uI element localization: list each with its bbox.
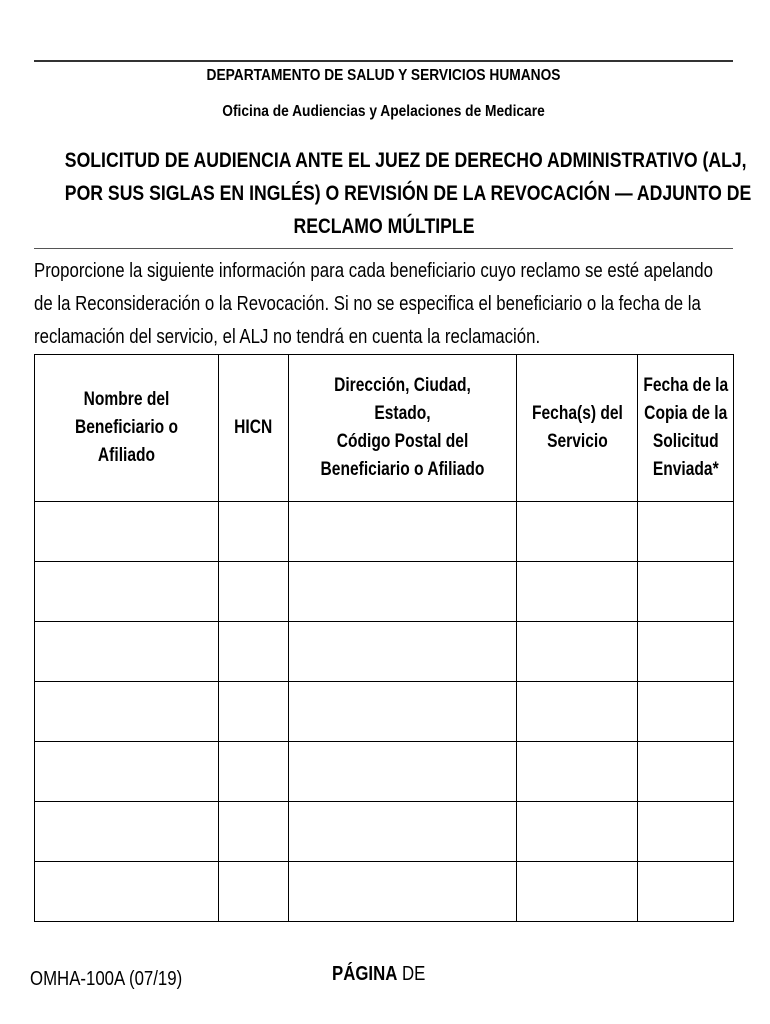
instructions-line: de la Reconsideración o la Revocación. Si no se especifica el beneficiario o la fecha de la [34,293,701,315]
beneficiary-name-cell[interactable] [35,742,219,802]
address-cell[interactable] [289,862,517,922]
table-row [35,682,734,742]
copy-sent-date-cell[interactable] [638,682,734,742]
service-dates-cell[interactable] [517,802,638,862]
beneficiary-name-cell[interactable] [35,562,219,622]
instructions-line: Proporcione la siguiente información para cada beneficiario cuyo reclamo se esté apelando [34,260,713,282]
service-dates-cell[interactable] [517,622,638,682]
instructions-paragraph [34,255,731,354]
form-title-line: RECLAMO MÚLTIPLE [293,215,475,238]
beneficiary-name-cell[interactable] [35,682,219,742]
instructions-line: reclamación del servicio, el ALJ no tendrá en cuenta la reclamación. [34,326,541,348]
page-number-label [332,963,425,986]
form-title-line: POR SUS SIGLAS EN INGLÉS) O REVISIÓN DE LA REVOCACIÓN — ADJUNTO DE [64,182,752,205]
table-row [35,802,734,862]
table-row [35,562,734,622]
copy-sent-date-cell[interactable] [638,622,734,682]
copy-sent-date-cell[interactable] [638,562,734,622]
form-title-line: SOLICITUD DE AUDIENCIA ANTE EL JUEZ DE DERECHO ADMINISTRATIVO (ALJ, [64,149,747,172]
claims-table-body [35,502,734,922]
address-cell[interactable] [289,502,517,562]
address-cell[interactable] [289,802,517,862]
service-dates-cell[interactable] [517,502,638,562]
service-dates-cell[interactable] [517,742,638,802]
hicn-cell[interactable] [219,682,289,742]
table-row [35,622,734,682]
page-of-label: DE [402,963,426,985]
copy-sent-date-cell[interactable] [638,502,734,562]
service-dates-cell[interactable] [517,562,638,622]
table-row [35,742,734,802]
title-divider [34,248,733,249]
copy-sent-date-cell[interactable] [638,862,734,922]
top-divider [34,60,733,62]
column-header-copy-sent-date: Fecha de la Copia de la Solicitud Enviada* [638,355,734,502]
address-cell[interactable] [289,562,517,622]
claims-table [34,354,734,922]
form-title [64,144,752,243]
table-row [35,862,734,922]
address-cell[interactable] [289,622,517,682]
column-header-beneficiary-name: Nombre del Beneficiario o Afiliado [35,355,219,502]
copy-sent-date-cell[interactable] [638,802,734,862]
column-header-hicn: HICN [219,355,289,502]
form-number: OMHA-100A (07/19) [30,968,183,990]
beneficiary-name-cell[interactable] [35,862,219,922]
column-header-service-dates: Fecha(s) del Servicio [517,355,638,502]
beneficiary-name-cell[interactable] [35,502,219,562]
hicn-cell[interactable] [219,622,289,682]
hicn-cell[interactable] [219,742,289,802]
table-row [35,502,734,562]
service-dates-cell[interactable] [517,682,638,742]
column-header-address: Dirección, Ciudad, Estado, Código Postal del Beneficiario o Afiliado [289,355,517,502]
address-cell[interactable] [289,682,517,742]
page-label: PÁGINA [332,963,398,985]
address-cell[interactable] [289,742,517,802]
office-heading: Oficina de Audiencias y Apelaciones de Medicare [222,103,545,120]
hicn-cell[interactable] [219,562,289,622]
hicn-cell[interactable] [219,862,289,922]
service-dates-cell[interactable] [517,862,638,922]
department-heading: DEPARTAMENTO DE SALUD Y SERVICIOS HUMANOS [206,67,561,84]
table-header-row [35,355,734,502]
hicn-cell[interactable] [219,502,289,562]
copy-sent-date-cell[interactable] [638,742,734,802]
beneficiary-name-cell[interactable] [35,622,219,682]
hicn-cell[interactable] [219,802,289,862]
beneficiary-name-cell[interactable] [35,802,219,862]
